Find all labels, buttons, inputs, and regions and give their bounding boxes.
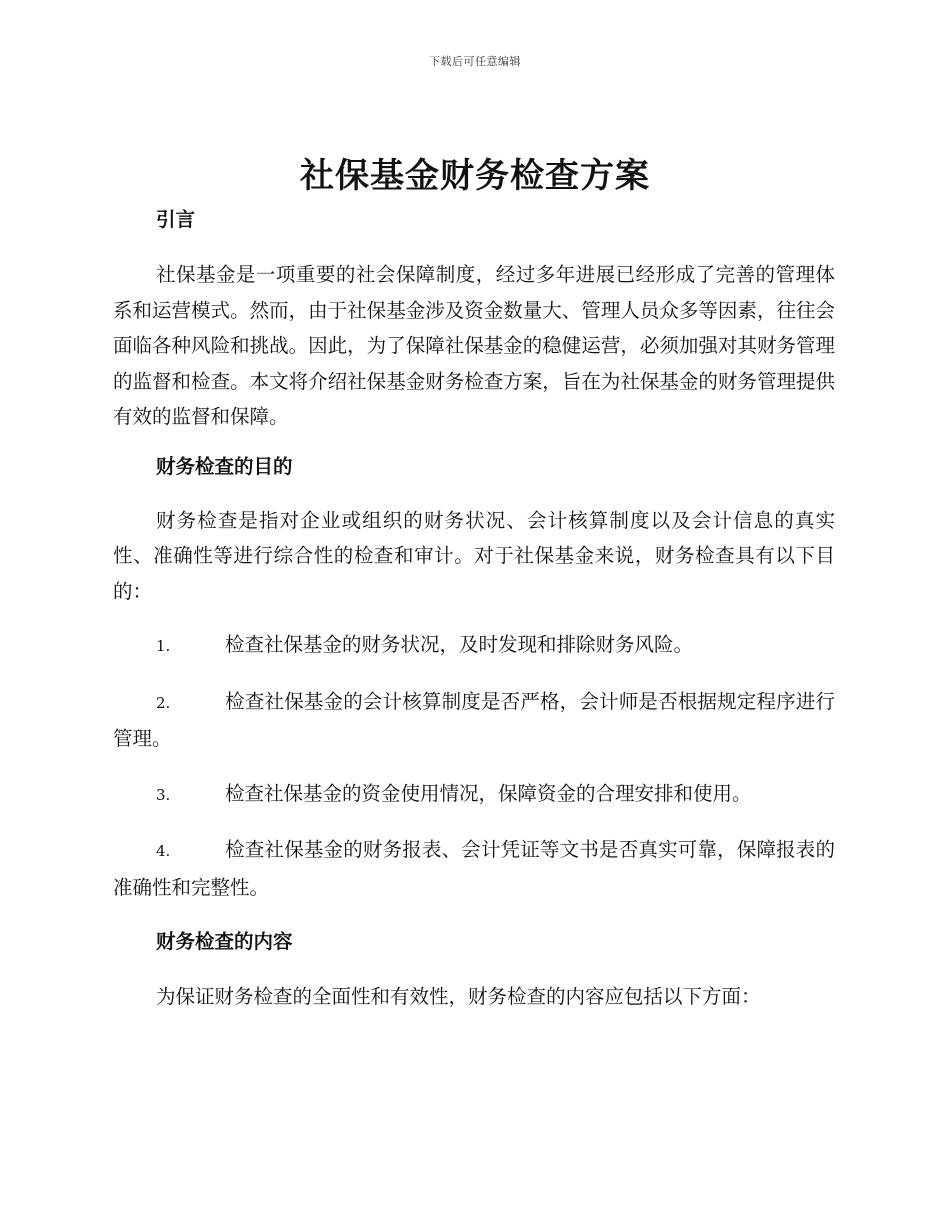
document-body: [113, 202, 835, 1015]
list-item: [113, 776, 835, 814]
list-item: [113, 832, 835, 905]
list-item-text: 检查社保基金的财务状况，及时发现和排除财务风险。: [225, 633, 694, 656]
list-item-text: 检查社保基金的资金使用情况，保障资金的合理安排和使用。: [225, 781, 752, 805]
list-item-number: 4.: [156, 842, 171, 860]
list-item: [113, 627, 835, 665]
list-item: [113, 684, 835, 757]
purpose-paragraph: 财务检查是指对企业或组织的财务状况、会计核算制度以及会计信息的真实性、准确性等进行综合性的检查和审计。对于社保基金来说，财务检查具有以下目的：: [113, 508, 835, 603]
section-heading-purpose: 财务检查的目的: [156, 454, 293, 478]
page-header-note: 下载后可任意编辑: [429, 55, 521, 68]
document-title: 社保基金财务检查方案: [300, 156, 650, 196]
content-paragraph: 为保证财务检查的全面性和有效性，财务检查的内容应包括以下方面：: [156, 985, 761, 1008]
list-item-text: 检查社保基金的会计核算制度是否严格，会计师是否根据规定程序进行管理。: [113, 689, 835, 750]
section-heading-content: 财务检查的内容: [156, 930, 293, 953]
list-item-text: 检查社保基金的财务报表、会计凭证等文书是否真实可靠，保障报表的准确性和完整性。: [113, 838, 835, 899]
section-heading-intro: 引言: [156, 208, 196, 231]
list-item-number: 3.: [156, 785, 171, 804]
intro-paragraph: 社保基金是一项重要的社会保障制度，经过多年进展已经形成了完善的管理体系和运营模式。然而，由于社保基金涉及资金数量大、管理人员众多等因素，往往会面临各种风险和挑战。因此，为了保障社保基金的稳健运营，必须加强对其财务管理的监督和检查。本文将介绍社保基金财务检查方案，旨在为社保基金的财务管理提供有效的监督和保障。: [113, 263, 835, 428]
list-item-number: 2.: [156, 693, 171, 712]
list-item-number: 1.: [156, 637, 171, 655]
